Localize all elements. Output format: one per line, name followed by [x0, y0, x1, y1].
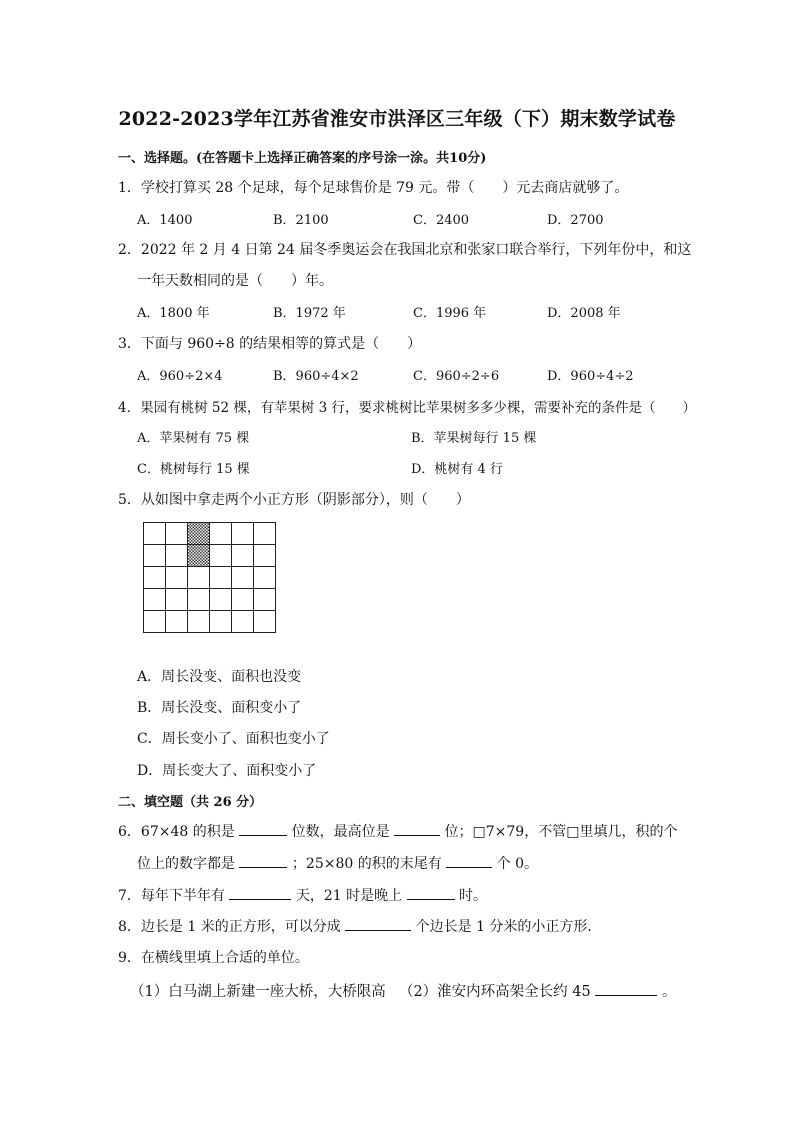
- question-2-line-1: 2．2022 年 2 月 4 日第 24 届冬季奥运会在我国北京和张家口联合举行，下列年份中，和这: [118, 242, 692, 258]
- section-heading-fill: 二、填空题（共 26 分）: [118, 795, 263, 810]
- question-3: 3．下面与 960÷8 的结果相等的算式是（ ）: [118, 336, 422, 352]
- q6-text-2: 位数，最高位是: [291, 824, 390, 840]
- option-c: C．桃树每行 15 棵: [137, 462, 250, 477]
- option-d: D．2008 年: [547, 306, 621, 321]
- question-6-line-1: [118, 821, 677, 841]
- question-8: [118, 916, 601, 936]
- option-a: A．苹果树有 75 棵: [137, 431, 250, 446]
- q6-text-6: 个 0。: [496, 856, 538, 872]
- option-d: D．桃树有 4 行: [411, 462, 503, 477]
- q6-text-1: 6．67×48 的积是: [118, 824, 235, 840]
- question-2-line-2: 一年天数相同的是（ ）年。: [137, 273, 333, 289]
- question-1: 1．学校打算买 28 个足球，每个足球售价是 79 元。带（ ）元去商店就够了。: [118, 180, 629, 196]
- option-b: B．苹果树每行 15 棵: [411, 431, 537, 446]
- option-d: D．2700: [547, 213, 604, 228]
- option-d: D．960÷4÷2: [547, 369, 634, 384]
- section-heading-choice: 一、选择题。(在答题卡上选择正确答案的序号涂一涂。共10分): [118, 151, 487, 166]
- option-b: B．2100: [273, 213, 329, 228]
- question-9-subitems: [130, 980, 676, 1001]
- answer-blank[interactable]: [446, 853, 492, 868]
- option-b: B．1972 年: [273, 306, 346, 321]
- answer-blank[interactable]: [394, 821, 440, 836]
- question-5-option-b: B．周长没变、面积变小了: [137, 700, 302, 716]
- option-c: C．2400: [413, 213, 470, 228]
- q6-text-5: ；25×80 的积的末尾有: [291, 856, 442, 872]
- q9-sub-2-end: 。: [661, 984, 677, 1000]
- option-c: C．960÷2÷6: [413, 369, 500, 384]
- option-a: A．960÷2×4: [137, 369, 223, 384]
- square-grid-figure: [143, 522, 277, 634]
- q8-text-1: 8．边长是 1 米的正方形，可以分成: [118, 919, 341, 935]
- question-4: 4．果园有桃树 52 棵，有苹果树 3 行，要求桃树比苹果树多多少棵，需要补充的条件是（ ）: [118, 400, 697, 416]
- q7-text-2: 天，21 时是晚上: [295, 888, 403, 904]
- question-5-option-c: C．周长变小了、面积也变小了: [137, 731, 330, 747]
- question-9: 9．在横线里填上合适的单位。: [118, 950, 309, 966]
- answer-blank[interactable]: [239, 853, 287, 868]
- option-c: C．1996 年: [413, 306, 487, 321]
- answer-blank[interactable]: [595, 981, 657, 996]
- grid-svg: [143, 522, 277, 634]
- question-5: 5．从如图中拿走两个小正方形（阴影部分），则（ ）: [118, 492, 470, 508]
- option-a: A．1400: [137, 213, 193, 228]
- q7-text-1: 7．每年下半年有: [118, 888, 225, 904]
- answer-blank[interactable]: [239, 821, 287, 836]
- q9-sub-1: （1）白马湖上新建一座大桥，大桥限高: [130, 984, 386, 1000]
- question-5-option-d: D．周长变大了、面积变小了: [137, 763, 317, 779]
- question-6-line-2: [137, 853, 538, 873]
- grid-lines: [144, 523, 276, 633]
- page-title: 2022-2023学年江苏省淮安市洪泽区三年级（下）期末数学试卷: [118, 108, 676, 130]
- q8-text-2: 个边长是 1 分米的小正方形．: [415, 919, 602, 935]
- option-b: B．960÷4×2: [273, 369, 359, 384]
- q9-sub-2: （2）淮安内环高架全长约 45: [398, 984, 591, 1000]
- answer-blank[interactable]: [345, 916, 411, 931]
- option-a: A．1800 年: [137, 306, 210, 321]
- q7-text-3: 时。: [459, 888, 487, 904]
- q6-text-4: 位上的数字都是: [137, 856, 235, 872]
- q6-text-3: 位；□7×79，不管□里填几，积的个: [444, 824, 678, 840]
- question-5-option-a: A．周长没变、面积也没变: [137, 669, 302, 685]
- question-7: [118, 885, 487, 905]
- answer-blank[interactable]: [407, 885, 455, 900]
- answer-blank[interactable]: [229, 885, 291, 900]
